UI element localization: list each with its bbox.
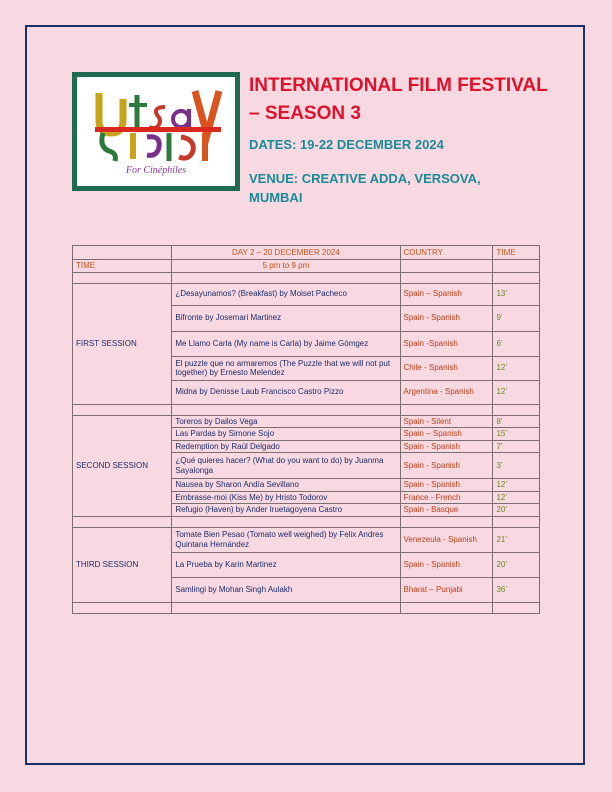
- logo-tagline: For Cinéphiles: [125, 165, 187, 176]
- session-name: SECOND SESSION: [73, 415, 172, 516]
- festival-title: INTERNATIONAL FILM FESTIVAL – SEASON 3: [249, 75, 548, 124]
- film-title: La Prueba by Karin Martinez: [172, 552, 400, 577]
- film-country: France - French: [400, 491, 493, 504]
- empty-cell: [73, 602, 172, 613]
- film-title: ¿Desayunamos? (Breakfast) by Moiset Pacheco: [172, 283, 400, 305]
- empty-cell: [493, 272, 540, 283]
- film-title: Redemption by Raúl Delgado: [172, 440, 400, 453]
- empty-cell: [73, 404, 172, 415]
- empty-cell: [172, 404, 400, 415]
- film-row: [73, 527, 540, 552]
- film-country: Spain - Spanish: [400, 479, 493, 492]
- film-title: Toreros by Dailos Vega: [172, 415, 400, 428]
- film-duration: 7’: [493, 440, 540, 453]
- film-title: Samlingi by Mohan Singh Aulakh: [172, 577, 400, 602]
- film-country: Spain - Spanish: [400, 305, 493, 331]
- film-country: Argentina - Spanish: [400, 380, 493, 404]
- film-duration: 20’: [493, 504, 540, 517]
- empty-cell: [400, 602, 493, 613]
- time-row: [73, 260, 540, 273]
- film-country: Venezeula - Spanish: [400, 527, 493, 552]
- empty-cell: [172, 602, 400, 613]
- festival-logo: [72, 72, 240, 191]
- empty-cell: [400, 260, 493, 273]
- time-header: TIME: [493, 246, 540, 260]
- film-country: Bharat – Punjabi: [400, 577, 493, 602]
- spacer-row: [73, 404, 540, 415]
- film-title: Las Pardas by Simone Sojo: [172, 428, 400, 441]
- film-duration: 13’: [493, 283, 540, 305]
- film-title: Me Llamo Carla (My name is Carla) by Jaime Gómgez: [172, 331, 400, 356]
- spacer-row: [73, 516, 540, 527]
- time-range: 5 pm to 9 pm: [172, 260, 400, 273]
- film-country: Spain - Spanish: [400, 453, 493, 479]
- empty-cell: [400, 404, 493, 415]
- session-name: FIRST SESSION: [73, 283, 172, 404]
- film-country: Chile - Spanish: [400, 356, 493, 380]
- film-duration: 12’: [493, 479, 540, 492]
- film-title: El puzzle que no armaremos (The Puzzle that we will not put together) by Ernesto Melendez: [172, 356, 400, 380]
- empty-cell: [493, 602, 540, 613]
- film-title: ¿Qué quieres hacer? (What do you want to do) by Juanma Sayalonga: [172, 453, 400, 479]
- country-header: COUNTRY: [400, 246, 493, 260]
- festival-venue: VENUE: CREATIVE ADDA, VERSOVA, MUMBAI: [249, 171, 481, 205]
- session-name: THIRD SESSION: [73, 527, 172, 602]
- film-duration: 3’: [493, 453, 540, 479]
- film-country: Spain - Spanish: [400, 552, 493, 577]
- film-title: Bifronte by Josemari Martinez: [172, 305, 400, 331]
- spacer-row: [73, 602, 540, 613]
- film-title: Tomate Bien Pesao (Tomato well weighed) by Felix Andres Quintana Hernández: [172, 527, 400, 552]
- film-duration: 12’: [493, 380, 540, 404]
- film-country: Spain - Spanish: [400, 440, 493, 453]
- time-label: TIME: [73, 260, 172, 273]
- empty-cell: [400, 272, 493, 283]
- empty-cell: [73, 246, 172, 260]
- day-label: DAY 2 – 20 DECEMBER 2024: [172, 246, 400, 260]
- empty-cell: [400, 516, 493, 527]
- film-title: Refugio (Haven) by Ander Iruetagoyena Castro: [172, 504, 400, 517]
- film-duration: 36’: [493, 577, 540, 602]
- film-country: Spain – Spanish: [400, 283, 493, 305]
- film-title: Midna by Denisse Laub Francisco Castro Pizzo: [172, 380, 400, 404]
- film-duration: 12’: [493, 491, 540, 504]
- film-duration: 6’: [493, 331, 540, 356]
- header-row: [73, 246, 540, 260]
- empty-cell: [493, 404, 540, 415]
- film-duration: 21’: [493, 527, 540, 552]
- film-country: Spain -Spanish: [400, 331, 493, 356]
- empty-cell: [172, 272, 400, 283]
- spacer-row: [73, 272, 540, 283]
- film-title: Embrasse-moi (Kiss Me) by Hristo Todorov: [172, 491, 400, 504]
- empty-cell: [73, 272, 172, 283]
- film-duration: 15’: [493, 428, 540, 441]
- film-duration: 8’: [493, 415, 540, 428]
- empty-cell: [73, 516, 172, 527]
- film-row: [73, 283, 540, 305]
- film-country: Spain - Silent: [400, 415, 493, 428]
- festival-dates: DATES: 19-22 DECEMBER 2024: [249, 137, 444, 152]
- film-country: Spain - Basque: [400, 504, 493, 517]
- film-title: Nausea by Sharon Andía Sevillano: [172, 479, 400, 492]
- empty-cell: [493, 260, 540, 273]
- film-duration: 9’: [493, 305, 540, 331]
- film-row: [73, 415, 540, 428]
- film-country: Spain – Spanish: [400, 428, 493, 441]
- film-duration: 20’: [493, 552, 540, 577]
- empty-cell: [172, 516, 400, 527]
- schedule-table: [72, 245, 540, 614]
- empty-cell: [493, 516, 540, 527]
- film-duration: 12’: [493, 356, 540, 380]
